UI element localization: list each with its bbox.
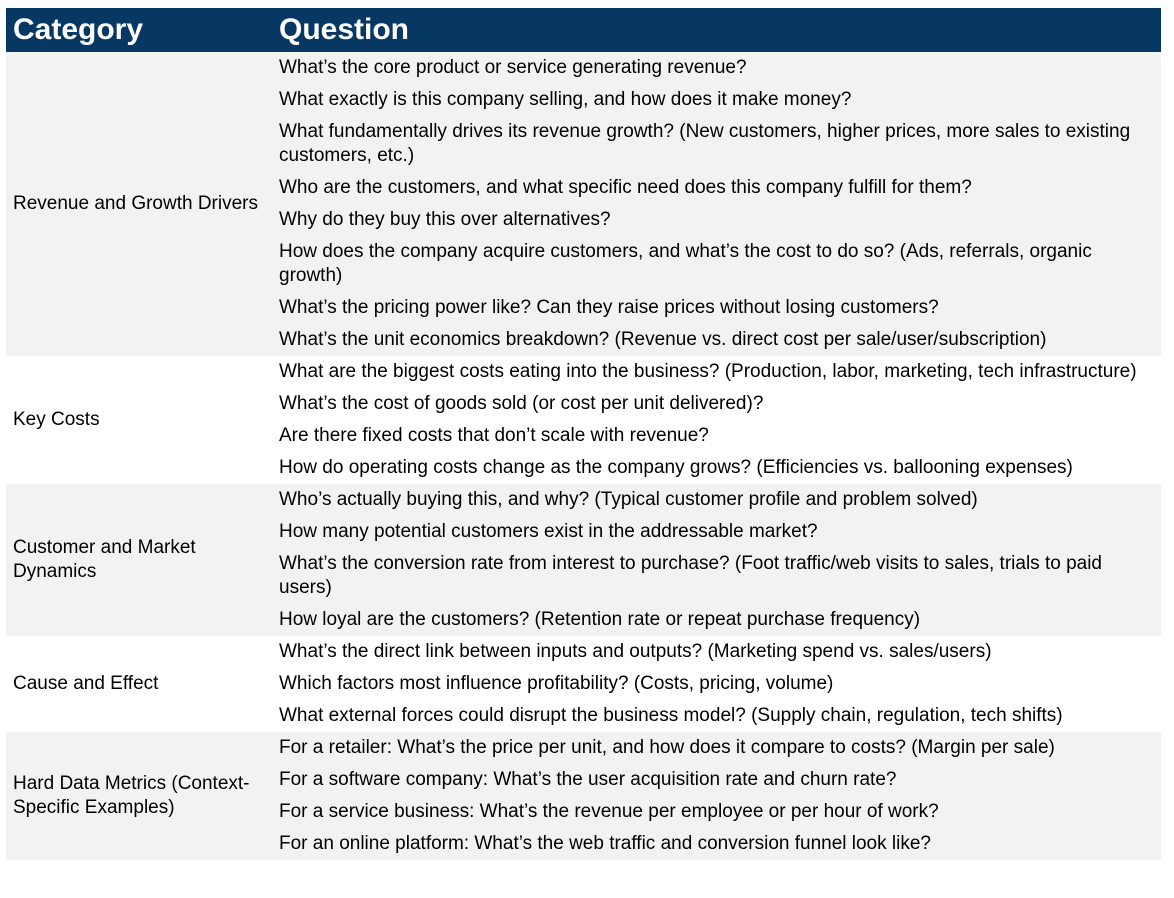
question-cell: How many potential customers exist in the addressable market? xyxy=(272,516,1161,548)
question-cell: For a software company: What’s the user acquisition rate and churn rate? xyxy=(272,764,1161,796)
question-cell: What external forces could disrupt the business model? (Supply chain, regulation, tech shifts) xyxy=(272,700,1161,732)
questions-table-container xyxy=(6,8,1161,860)
question-cell: For a service business: What’s the revenue per employee or per hour of work? xyxy=(272,796,1161,828)
table-row xyxy=(6,636,1161,668)
question-cell: What are the biggest costs eating into the business? (Production, labor, marketing, tech infrastructure) xyxy=(272,356,1161,388)
question-column-header: Question xyxy=(272,8,1161,52)
group-hard-data-metrics xyxy=(6,732,1161,860)
category-cell: Customer and Market Dynamics xyxy=(6,484,272,636)
question-cell: What exactly is this company selling, and how does it make money? xyxy=(272,84,1161,116)
question-cell: How loyal are the customers? (Retention rate or repeat purchase frequency) xyxy=(272,604,1161,636)
question-cell: What fundamentally drives its revenue growth? (New customers, higher prices, more sales to existing customers, etc.) xyxy=(272,116,1161,172)
question-cell: Which factors most influence profitability? (Costs, pricing, volume) xyxy=(272,668,1161,700)
question-cell: How does the company acquire customers, and what’s the cost to do so? (Ads, referrals, organic growth) xyxy=(272,236,1161,292)
category-cell: Cause and Effect xyxy=(6,636,272,732)
table-row xyxy=(6,732,1161,764)
question-cell: What’s the cost of goods sold (or cost per unit delivered)? xyxy=(272,388,1161,420)
group-revenue-and-growth-drivers xyxy=(6,52,1161,356)
group-customer-and-market-dynamics xyxy=(6,484,1161,636)
category-cell: Key Costs xyxy=(6,356,272,484)
question-cell: What’s the conversion rate from interest to purchase? (Foot traffic/web visits to sales, trials to paid users) xyxy=(272,548,1161,604)
question-cell: Why do they buy this over alternatives? xyxy=(272,204,1161,236)
category-cell: Hard Data Metrics (Context-Specific Examples) xyxy=(6,732,272,860)
category-column-header: Category xyxy=(6,8,272,52)
questions-table xyxy=(6,8,1161,860)
header-row xyxy=(6,8,1161,52)
question-cell: Who are the customers, and what specific need does this company fulfill for them? xyxy=(272,172,1161,204)
question-cell: For an online platform: What’s the web traffic and conversion funnel look like? xyxy=(272,828,1161,860)
group-cause-and-effect xyxy=(6,636,1161,732)
category-cell: Revenue and Growth Drivers xyxy=(6,52,272,356)
question-cell: Are there fixed costs that don’t scale with revenue? xyxy=(272,420,1161,452)
question-cell: For a retailer: What’s the price per unit, and how does it compare to costs? (Margin per sale) xyxy=(272,732,1161,764)
question-cell: Who’s actually buying this, and why? (Typical customer profile and problem solved) xyxy=(272,484,1161,516)
table-header xyxy=(6,8,1161,52)
question-cell: What’s the unit economics breakdown? (Revenue vs. direct cost per sale/user/subscription) xyxy=(272,324,1161,356)
group-key-costs xyxy=(6,356,1161,484)
table-row xyxy=(6,356,1161,388)
question-cell: What’s the direct link between inputs and outputs? (Marketing spend vs. sales/users) xyxy=(272,636,1161,668)
question-cell: What’s the pricing power like? Can they raise prices without losing customers? xyxy=(272,292,1161,324)
table-row xyxy=(6,52,1161,84)
question-cell: What’s the core product or service generating revenue? xyxy=(272,52,1161,84)
table-row xyxy=(6,484,1161,516)
question-cell: How do operating costs change as the company grows? (Efficiencies vs. ballooning expenses) xyxy=(272,452,1161,484)
